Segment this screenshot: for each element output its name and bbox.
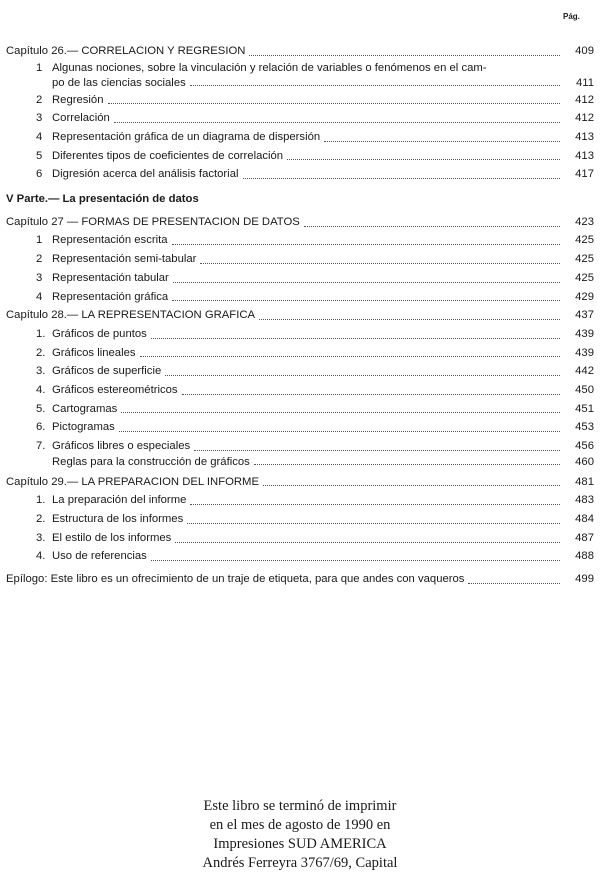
dot-leader — [182, 394, 560, 395]
dot-leader — [304, 226, 560, 227]
page-number: 453 — [575, 421, 594, 434]
item-title: Gráficos estereométricos — [52, 383, 178, 396]
item-title: Digresión acerca del análisis factorial — [52, 168, 239, 181]
item-number: 7. — [36, 440, 46, 453]
dot-leader — [190, 85, 560, 86]
part-heading — [6, 190, 594, 209]
dot-leader — [187, 523, 560, 524]
dot-leader — [140, 356, 560, 357]
item-number: 5. — [36, 402, 46, 415]
item-number: 5 — [36, 149, 43, 162]
page-number: 442 — [575, 365, 594, 378]
item-number: 2. — [36, 513, 46, 526]
item-title: Estructura de los informes — [52, 513, 184, 526]
dot-leader — [165, 375, 560, 376]
dot-leader — [254, 464, 560, 465]
colophon-line: Andrés Ferreyra 3767/69, Capital — [202, 855, 398, 871]
item-number: 4 — [36, 290, 43, 303]
dot-leader — [151, 560, 560, 561]
item-number: 1. — [36, 494, 46, 507]
dot-leader — [190, 504, 560, 505]
chapter-title: Capítulo 29.— LA PREPARACION DEL INFORME — [6, 475, 260, 488]
dot-leader — [259, 319, 560, 320]
epilogue-entry — [6, 570, 594, 589]
page-number: 425 — [575, 234, 594, 247]
item-number: 2 — [36, 253, 43, 266]
page-number: 483 — [575, 494, 594, 507]
item-number: 3 — [36, 271, 43, 284]
page-number: 411 — [575, 76, 594, 89]
item-title: Regresión — [52, 93, 104, 106]
item-title: Gráficos de superficie — [52, 365, 162, 378]
page-number: 425 — [575, 253, 594, 266]
page-number: 456 — [575, 440, 594, 453]
dot-leader — [121, 412, 560, 413]
page-number: 423 — [575, 215, 594, 228]
page-number: 484 — [575, 513, 594, 526]
dot-leader — [249, 55, 560, 56]
item-title-line2: po de las ciencias sociales — [52, 76, 186, 89]
chapter-title: Capítulo 27 — FORMAS DE PRESENTACION DE DATOS — [6, 215, 300, 228]
part-title: V Parte.— La presentación de datos — [6, 193, 199, 206]
dot-leader — [151, 338, 560, 339]
dot-leader — [114, 122, 560, 123]
dot-leader — [175, 542, 560, 543]
page-number: 437 — [575, 309, 594, 322]
page-number: 451 — [575, 402, 594, 415]
page-number: 439 — [575, 327, 594, 340]
toc-item — [6, 165, 594, 184]
colophon-line: Este libro se terminó de imprimir — [203, 798, 397, 814]
item-number: 2. — [36, 346, 46, 359]
toc-item — [6, 61, 594, 91]
item-number: 4. — [36, 550, 46, 563]
item-title: Cartogramas — [52, 402, 118, 415]
chapter-28-entry — [6, 306, 594, 325]
dot-leader — [468, 583, 560, 584]
toc-item — [6, 250, 594, 269]
item-title: La preparación del informe — [52, 494, 187, 507]
item-number: 4. — [36, 383, 46, 396]
item-title: Pictogramas — [52, 421, 115, 434]
item-number: 6. — [36, 421, 46, 434]
toc-item — [6, 491, 594, 510]
toc-item — [6, 128, 594, 147]
page-number: 499 — [575, 573, 594, 586]
toc-item — [6, 109, 594, 128]
item-number: 4 — [36, 131, 43, 144]
item-number: 1 — [36, 234, 43, 247]
page-number: 425 — [575, 271, 594, 284]
table-of-contents — [6, 42, 594, 589]
dot-leader — [172, 300, 560, 301]
dot-leader — [263, 485, 560, 486]
item-title: El estilo de los informes — [52, 531, 172, 544]
item-title-line1: Algunas nociones, sobre la vinculación y relación de variables o fenómenos en el cam- — [52, 61, 487, 74]
item-title: Gráficos de puntos — [52, 327, 147, 340]
page-number: 487 — [575, 531, 594, 544]
colophon-line: Impresiones SUD AMERICA — [213, 836, 387, 852]
page-number: 460 — [575, 455, 594, 468]
page-number: 413 — [575, 131, 594, 144]
page-number: 413 — [575, 149, 594, 162]
item-title: Representación gráfica de un diagrama de dispersión — [52, 131, 321, 144]
item-title: Representación gráfica — [52, 290, 169, 303]
epilogue-title: Epílogo: Este libro es un ofrecimiento de un traje de etiqueta, para que andes con vaqueros — [6, 573, 465, 586]
item-number: 6 — [36, 168, 43, 181]
toc-item — [6, 344, 594, 363]
toc-item — [6, 147, 594, 166]
item-title: Representación escrita — [52, 234, 168, 247]
item-number: 3. — [36, 365, 46, 378]
dot-leader — [108, 103, 561, 104]
item-number: 1. — [36, 327, 46, 340]
item-number: 3 — [36, 112, 43, 125]
page-number: 412 — [575, 112, 594, 125]
item-number: 2 — [36, 93, 43, 106]
page-number: 439 — [575, 346, 594, 359]
page-number: 450 — [575, 383, 594, 396]
toc-item — [6, 325, 594, 344]
item-title: Correlación — [52, 112, 110, 125]
toc-item — [6, 400, 594, 419]
item-title: Reglas para la construcción de gráficos — [52, 455, 250, 468]
toc-item — [6, 232, 594, 251]
toc-item — [6, 510, 594, 529]
chapter-title: Capítulo 26.— CORRELACION Y REGRESION — [6, 44, 246, 57]
toc-item — [6, 418, 594, 437]
item-title: Gráficos libres o especiales — [52, 440, 191, 453]
colophon — [0, 797, 600, 873]
page-number: 488 — [575, 550, 594, 563]
item-title: Representación tabular — [52, 271, 169, 284]
toc-item — [6, 91, 594, 110]
dot-leader — [287, 159, 560, 160]
item-title: Representación semi-tabular — [52, 253, 197, 266]
toc-item — [6, 362, 594, 381]
item-number: 1 — [36, 61, 43, 74]
item-title: Diferentes tipos de coeficientes de correlación — [52, 149, 284, 162]
dot-leader — [172, 244, 560, 245]
dot-leader — [200, 263, 560, 264]
item-title: Gráficos lineales — [52, 346, 136, 359]
page-number: 409 — [575, 44, 594, 57]
chapter-title: Capítulo 28.— LA REPRESENTACION GRAFICA — [6, 309, 256, 322]
page-number: 481 — [575, 475, 594, 488]
toc-item — [6, 381, 594, 400]
toc-item — [6, 288, 594, 307]
chapter-26-entry — [6, 42, 594, 61]
item-title: Uso de referencias — [52, 550, 147, 563]
toc-item — [6, 437, 594, 456]
toc-item — [6, 529, 594, 548]
dot-leader — [324, 141, 560, 142]
page-column-label: Pág. — [563, 12, 580, 21]
chapter-27-entry — [6, 213, 594, 232]
page-number: 429 — [575, 290, 594, 303]
page-number: 412 — [575, 93, 594, 106]
dot-leader — [243, 178, 561, 179]
colophon-line: en el mes de agosto de 1990 en — [209, 817, 391, 833]
dot-leader — [173, 282, 560, 283]
toc-item — [6, 548, 594, 567]
chapter-29-entry — [6, 473, 594, 492]
toc-item — [6, 269, 594, 288]
dot-leader — [194, 450, 560, 451]
dot-leader — [119, 431, 560, 432]
item-number: 3. — [36, 531, 46, 544]
toc-item-continuation — [6, 456, 594, 469]
page-number: 417 — [575, 168, 594, 181]
